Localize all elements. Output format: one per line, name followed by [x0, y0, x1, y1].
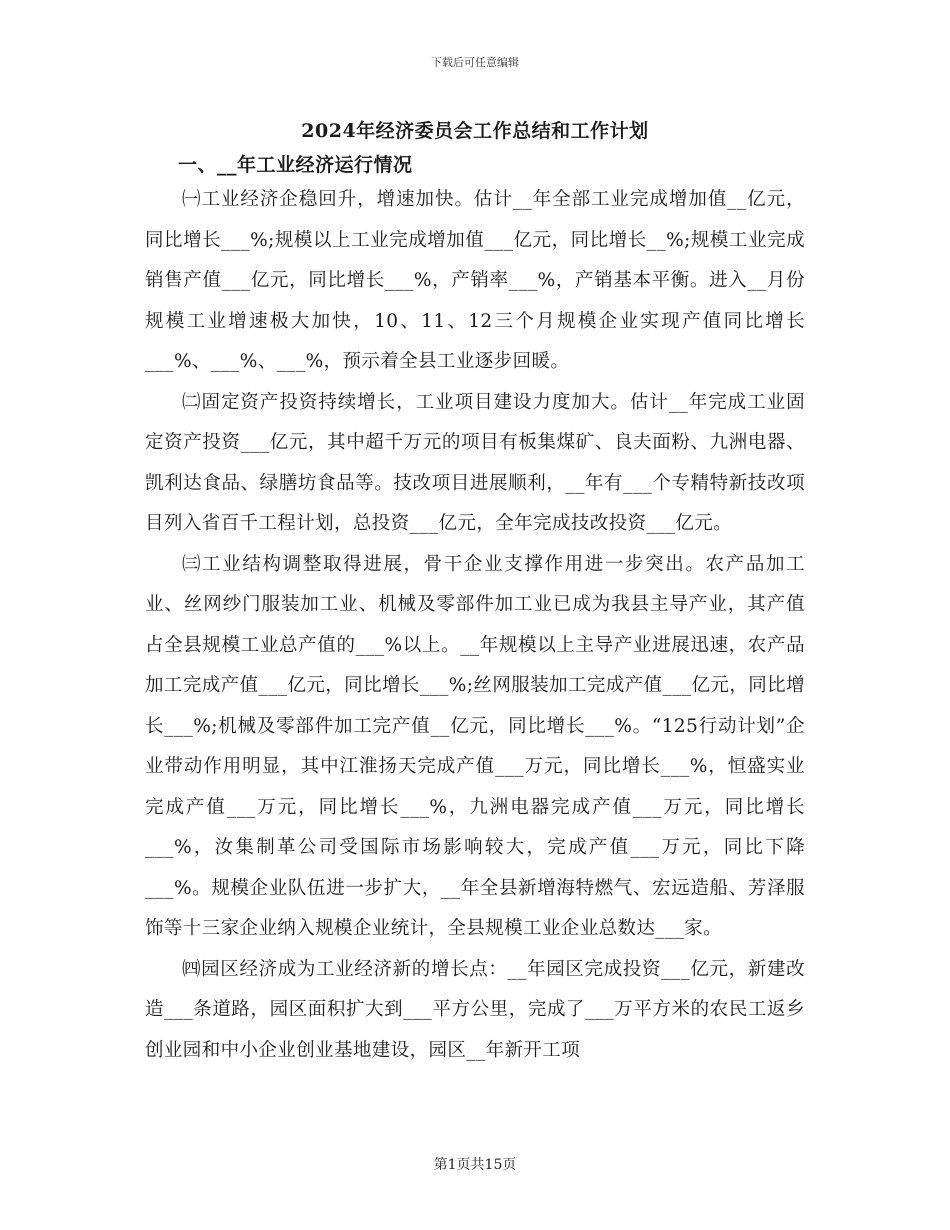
section-heading: 一、__年工业经济运行情况 — [178, 154, 413, 176]
paragraph-4: ㈣园区经济成为工业经济新的增长点：__年园区完成投资___亿元，新建改造___条道路，园区面积扩大到___平方公里，完成了___万平方米的农民工返乡创业园和中小企业创业基地建设，园区__年新开工项 — [145, 958, 805, 1061]
page-number: 第1页共15页 — [433, 1157, 517, 1173]
document-title: 2024年经济委员会工作总结和工作计划 — [301, 120, 649, 142]
paragraph-1: ㈠工业经济企稳回升，增速加快。估计__年全部工业完成增加值__亿元，同比增长___%;规模以上工业完成增加值___亿元，同比增长__%;规模工业完成销售产值___亿元，同比增长___%，产销率___%，产销基本平衡。进入__月份规模工业增速极大加快，10、11、12三个月规模企业实现产值同比增长___%、___%、___%，预示着全县工业逐步回暖。 — [145, 189, 805, 372]
paragraph-3: ㈢工业结构调整取得进展，骨干企业支撑作用进一步突出。农产品加工业、丝网纱门服装加工业、机械及零部件加工业已成为我县主导产业，其产值占全县规模工业总产值的___%以上。__年规模以上主导产业进展迅速，农产品加工完成产值___亿元，同比增长___%;丝网服装加工完成产值___亿元，同比增长___%;机械及零部件加工完产值__亿元，同比增长___%。“125行动计划”企业带动作用明显，其中江淮扬天完成产值___万元，同比增长___%，恒盛实业完成产值___万元，同比增长___%，九洲电器完成产值___万元，同比增长___%，汝集制革公司受国际市场影响较大，完成产值___万元，同比下降___%。规模企业队伍进一步扩大，__年全县新增海特燃气、宏远造船、芳泽服饰等十三家企业纳入规模企业统计，全县规模工业企业总数达___家。 — [145, 553, 805, 939]
header-note: 下载后可任意编辑 — [431, 56, 519, 69]
document-body — [145, 180, 805, 1071]
paragraph-2: ㈡固定资产投资持续增长，工业项目建设力度加大。估计__年完成工业固定资产投资___亿元，其中超千万元的项目有板集煤矿、良夫面粉、九洲电器、凯利达食品、绿膳坊食品等。技改项目进展顺利，__年有___个专精特新技改项目列入省百千工程计划，总投资___亿元，全年完成技改投资___亿元。 — [145, 391, 805, 534]
